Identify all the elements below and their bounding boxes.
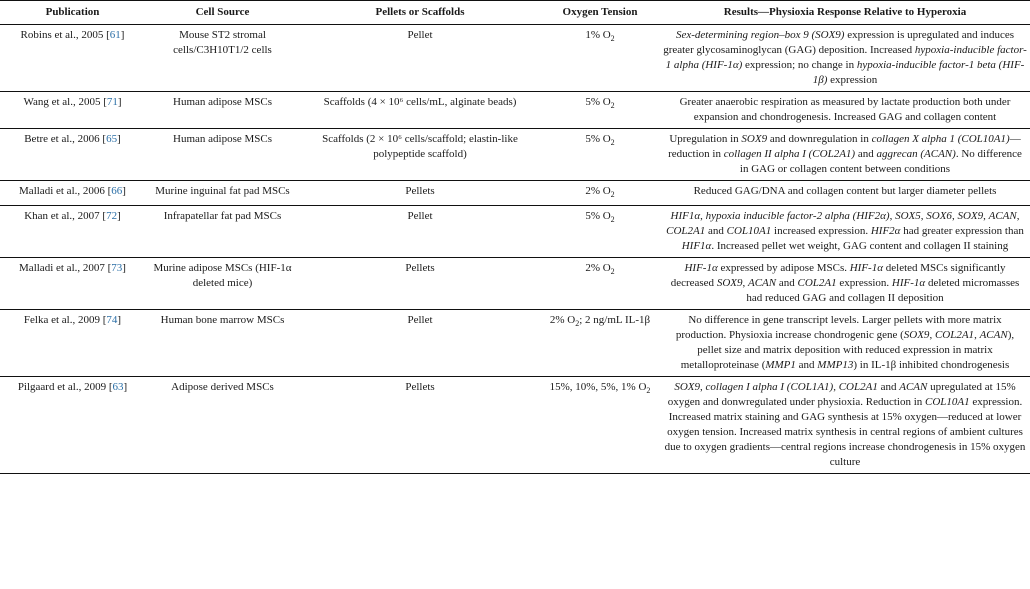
results-italic-term: collagen X alpha 1 (COL10A1)	[871, 133, 1010, 145]
results-text: upregulated at 15% oxygen and donwregulated under physioxia. Reduction in	[667, 381, 1016, 409]
results-italic-term: COL2A1	[666, 225, 706, 238]
results-text: ) in IL-1β inhibited chondrogenesis	[853, 359, 1010, 372]
results-italic-term: SOX9	[903, 329, 930, 342]
reference-link[interactable]: 71	[106, 96, 118, 108]
results-italic-term: COL10A1	[726, 225, 772, 238]
reference-link[interactable]: 73	[111, 262, 123, 275]
oxygen-tension-cell	[540, 181, 660, 206]
results-text: expression.	[836, 277, 892, 290]
results-text: ,	[889, 210, 896, 223]
reference-link[interactable]: 66	[111, 185, 123, 197]
pellets-cell: Pellet	[300, 206, 540, 258]
oxygen-tension-cell	[540, 129, 660, 181]
oxygen-value: 2% O	[585, 185, 611, 197]
publication-text: Betre et al., 2006 [	[24, 133, 107, 145]
oxygen-value: 5% O	[585, 210, 611, 223]
header-cell-source: Cell Source	[145, 1, 300, 25]
cell-source-cell: Adipose derived MSCs	[145, 377, 300, 474]
table-row	[0, 181, 1030, 206]
pellets-cell: Pellets	[300, 258, 540, 310]
results-italic-term: SOX9	[741, 133, 768, 145]
oxygen-value: 5% O	[585, 133, 611, 145]
results-text: expression. Increased matrix staining and GAG synthesis at 15% oxygen—reduced at lower oxygen tension. Increased matrix synthesis in central regions of ambient cultures due to oxygen gradients—central regions increase chondrogenesis in 15% oxygen culture	[664, 396, 1026, 469]
publication-cell	[0, 258, 145, 310]
table-row	[0, 310, 1030, 377]
results-text: and	[776, 277, 798, 290]
publication-text: Malladi et al., 2007 [	[19, 262, 112, 275]
results-text: ,	[929, 329, 935, 342]
publication-cell	[0, 92, 145, 129]
results-text: increased expression.	[771, 225, 871, 238]
results-italic-term: ACAN	[979, 329, 1008, 342]
header-results: Results—Physioxia Response Relative to Hyperoxia	[660, 1, 1030, 25]
results-italic-term: ACAN	[899, 381, 928, 394]
results-text: and	[877, 381, 900, 394]
publication-cell	[0, 25, 145, 92]
results-italic-term: COL2A1	[934, 329, 975, 342]
publication-cell	[0, 181, 145, 206]
publication-text-end: ]	[120, 29, 125, 41]
results-cell	[660, 310, 1030, 377]
oxygen-value: 1% O	[585, 29, 611, 41]
results-text: ,	[951, 210, 958, 223]
oxygen-subscript: 2	[610, 215, 615, 225]
header-row	[0, 1, 1030, 25]
results-text: deleted MSCs significantly decreased	[670, 262, 1006, 290]
results-cell	[660, 129, 1030, 181]
results-italic-term: SOX9	[716, 277, 743, 290]
publication-text: Wang et al., 2005 [	[23, 96, 107, 108]
results-italic-term: COL10A1	[925, 396, 970, 409]
pellets-cell: Pellet	[300, 310, 540, 377]
results-italic-term: aggrecan (ACAN)	[876, 148, 956, 160]
publication-text-end: ]	[117, 210, 121, 223]
results-text: expression; no change in	[742, 59, 857, 71]
table-row	[0, 377, 1030, 474]
oxygen-subscript: 2	[610, 34, 615, 44]
publication-text: Pilgaard et al., 2009 [	[17, 381, 113, 394]
oxygen-tension-cell	[540, 25, 660, 92]
results-text: expression	[827, 74, 878, 86]
publication-text-end: ]	[122, 262, 126, 275]
results-text: and	[705, 225, 727, 238]
results-text: and	[795, 359, 818, 372]
results-italic-term: HIF2α	[870, 225, 901, 238]
table-body	[0, 25, 1030, 474]
reference-link[interactable]: 61	[109, 29, 121, 41]
results-italic-term: SOX9	[674, 381, 701, 394]
oxygen-subscript: 2	[646, 386, 651, 396]
results-italic-term: hypoxia-inducible factor-1 alpha (HIF-1α)	[665, 44, 1027, 71]
results-italic-term: SOX5	[895, 210, 921, 223]
results-text: deleted micromasses had reduced GAG and collagen II deposition	[746, 277, 1020, 305]
oxygen-tension-cell	[540, 310, 660, 377]
results-text: ), pellet size and matrix deposition with reduced expression in matrix metalloproteinase (	[680, 329, 1015, 372]
results-italic-term: HIF-1α	[849, 262, 883, 275]
pellets-cell: Pellets	[300, 181, 540, 206]
publication-text: Khan et al., 2007 [	[24, 210, 107, 223]
table-row	[0, 129, 1030, 181]
results-cell	[660, 258, 1030, 310]
cell-source-cell: Human adipose MSCs	[145, 129, 300, 181]
results-italic-term: SOX9	[957, 210, 984, 223]
table-row	[0, 258, 1030, 310]
results-text: Reduced GAG/DNA and collagen content but larger diameter pellets	[693, 185, 997, 197]
results-text: had greater expression than	[900, 225, 1024, 238]
table-row	[0, 25, 1030, 92]
oxygen-value: 2% O	[549, 314, 576, 327]
cell-source-cell: Human bone marrow MSCs	[145, 310, 300, 377]
results-italic-term: HIF-1α	[684, 262, 718, 275]
oxygen-tension-cell	[540, 92, 660, 129]
results-italic-term: COL2A1	[797, 277, 837, 290]
results-text: ,	[742, 277, 748, 290]
cell-source-cell: Human adipose MSCs	[145, 92, 300, 129]
results-text: ,	[700, 210, 706, 223]
results-text: . Increased pellet wet weight, GAG content and collagen II staining	[711, 240, 1009, 253]
cell-source-cell: Murine inguinal fat pad MSCs	[145, 181, 300, 206]
pellets-cell: Pellet	[300, 25, 540, 92]
publication-text: Felka et al., 2009 [	[23, 314, 107, 327]
results-text: No difference in gene transcript levels. Larger pellets with more matrix production. Physioxia increase chondrogenic gene (	[675, 314, 1002, 342]
results-italic-term: HIF1α	[681, 240, 712, 253]
results-italic-term: hypoxia-inducible factor-1 beta (HIF-1β)	[812, 59, 1025, 86]
publication-text-end: ]	[117, 314, 122, 327]
results-cell	[660, 377, 1030, 474]
results-cell	[660, 181, 1030, 206]
results-text: ,	[833, 381, 839, 394]
results-text: ,	[974, 329, 980, 342]
results-text: ,	[920, 210, 927, 223]
pellets-cell: Scaffolds (2 × 10⁶ cells/scaffold; elastin-like polypeptide scaffold)	[300, 129, 540, 181]
table-row	[0, 206, 1030, 258]
publication-cell	[0, 206, 145, 258]
cell-source-cell: Mouse ST2 stromal cells/C3H10T1/2 cells	[145, 25, 300, 92]
oxygen-tension-cell	[540, 377, 660, 474]
pellets-cell: Pellets	[300, 377, 540, 474]
results-text: Greater anaerobic respiration as measured by lactate production both under expansion and chondrogenesis. Increased GAG and collagen content	[679, 96, 1011, 123]
header-pellets-or-scaffolds: Pellets or Scaffolds	[300, 1, 540, 25]
oxygen-value: 15%, 10%, 5%, 1% O	[549, 381, 647, 394]
reference-link[interactable]: 63	[112, 381, 124, 394]
results-text: Upregulation in	[669, 133, 742, 145]
results-text: and	[855, 148, 877, 160]
table-row	[0, 92, 1030, 129]
oxygen-subscript: 2	[610, 190, 615, 200]
results-cell	[660, 25, 1030, 92]
publication-text-end: ]	[122, 185, 126, 197]
results-italic-term: HIF-1α	[891, 277, 926, 290]
oxygen-extra: ; 2 ng/mL IL-1β	[579, 314, 651, 327]
oxygen-tension-cell	[540, 258, 660, 310]
results-text: ,	[983, 210, 989, 223]
oxygen-value: 2% O	[585, 262, 611, 275]
results-text: ,	[700, 381, 706, 394]
oxygen-value: 5% O	[585, 96, 611, 108]
results-text: —reduction in	[668, 133, 1021, 160]
results-italic-term: COL2A1	[838, 381, 878, 394]
results-cell	[660, 92, 1030, 129]
header-publication: Publication	[0, 1, 145, 25]
publication-text-end: ]	[117, 96, 122, 108]
results-text: and downregulation in	[767, 133, 872, 145]
results-italic-term: MMP1	[765, 359, 796, 372]
publication-cell	[0, 129, 145, 181]
publication-cell	[0, 310, 145, 377]
results-italic-term: HIF1α	[670, 210, 701, 223]
reference-link[interactable]: 65	[106, 133, 118, 145]
publication-text-end: ]	[117, 133, 121, 145]
results-italic-term: ACAN	[747, 277, 777, 290]
results-text: ,	[1016, 210, 1020, 223]
oxygen-subscript: 2	[575, 319, 580, 329]
results-italic-term: collagen I alpha I (COL1A1)	[705, 381, 834, 394]
oxygen-subscript: 2	[610, 267, 615, 277]
results-italic-term: ACAN	[988, 210, 1017, 223]
oxygen-subscript: 2	[610, 138, 615, 148]
reference-link[interactable]: 74	[106, 314, 118, 327]
results-italic-term: Sex-determining region–box 9 (SOX9)	[675, 29, 845, 41]
results-text: expressed by adipose MSCs.	[717, 262, 850, 275]
publication-cell	[0, 377, 145, 474]
publication-text: Robins et al., 2005 [	[20, 29, 110, 41]
results-italic-term: collagen II alpha I (COL2A1)	[723, 148, 856, 160]
results-italic-term: SOX6	[926, 210, 952, 223]
results-text: . No difference in GAG or collagen content between conditions	[739, 148, 1022, 175]
header-oxygen-tension: Oxygen Tension	[540, 1, 660, 25]
pellets-cell: Scaffolds (4 × 10⁶ cells/mL, alginate beads)	[300, 92, 540, 129]
results-italic-term: hypoxia inducible factor-2 alpha (HIF2α)	[705, 210, 890, 223]
cell-source-cell: Infrapatellar fat pad MSCs	[145, 206, 300, 258]
results-italic-term: MMP13	[817, 359, 854, 372]
oxygen-tension-cell	[540, 206, 660, 258]
results-cell	[660, 206, 1030, 258]
results-text: expression is upregulated and induces greater glycosaminoglycan (GAG) deposition. Increased	[663, 29, 1015, 56]
publication-text-end: ]	[123, 381, 128, 394]
reference-link[interactable]: 72	[106, 210, 118, 223]
publication-text: Malladi et al., 2006 [	[19, 185, 112, 197]
oxygen-subscript: 2	[610, 101, 615, 111]
cell-source-cell: Murine adipose MSCs (HIF-1α deleted mice)	[145, 258, 300, 310]
